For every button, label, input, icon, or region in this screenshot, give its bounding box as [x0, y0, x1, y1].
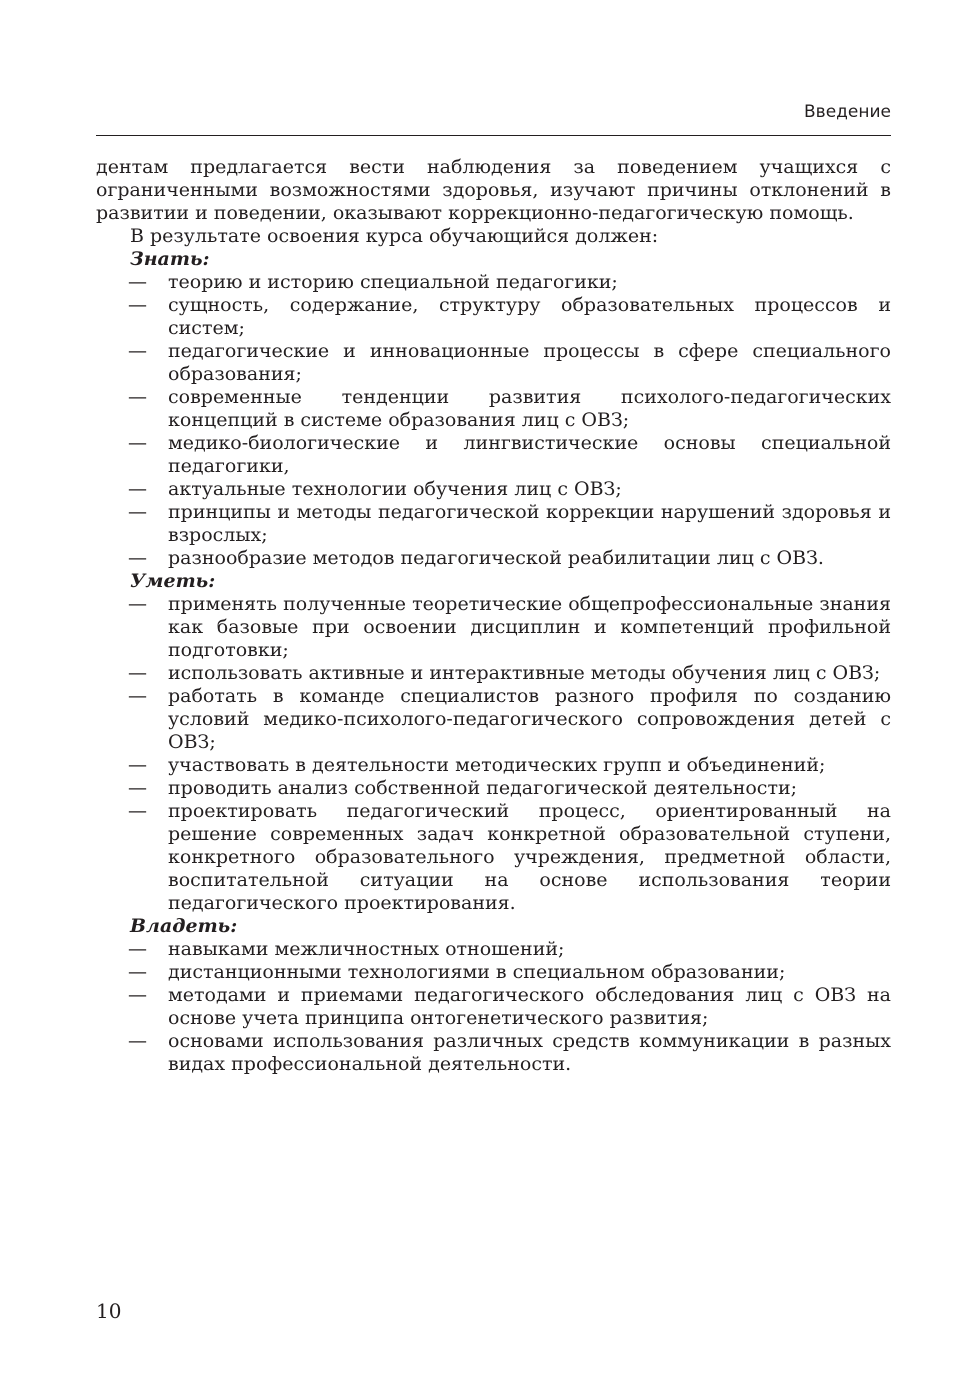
- list-item: [96, 386, 891, 432]
- list-item-text: современные тенденции развития психолого-педагогических концепций в системе образования лиц с ОВЗ;: [168, 386, 891, 431]
- list-item-text: разнообразие методов педагогической реабилитации лиц с ОВЗ.: [168, 547, 824, 569]
- dash-bullet: —: [128, 800, 147, 822]
- continuation-paragraph: дентам предлагается вести наблюдения за поведением учащихся с ограниченными возможностями здоровья, изучают причины отклонений в развитии и поведении, оказывают коррекционно-педагогическую помощь.: [96, 156, 891, 224]
- list-item: [96, 340, 891, 386]
- list-item-text: использовать активные и интерактивные методы обучения лиц с ОВЗ;: [168, 662, 881, 684]
- list-item: [96, 1030, 891, 1076]
- list-item: [96, 984, 891, 1030]
- running-head: Введение: [804, 102, 891, 122]
- dash-bullet: —: [128, 340, 147, 362]
- dash-bullet: —: [128, 432, 147, 454]
- list-item-text: участвовать в деятельности методических групп и объединений;: [168, 754, 826, 776]
- list-item: [96, 938, 891, 961]
- dash-bullet: —: [128, 938, 147, 960]
- dash-bullet: —: [128, 685, 147, 707]
- dash-bullet: —: [128, 777, 147, 799]
- dash-bullet: —: [128, 984, 147, 1006]
- section-heading-master: Владеть:: [130, 915, 238, 937]
- list-item: [96, 478, 891, 501]
- list-item-text: работать в команде специалистов разного профиля по созданию условий медико-психолого-педагогического сопровождения детей с ОВЗ;: [168, 685, 891, 753]
- list-item-text: сущность, содержание, структуру образовательных процессов и систем;: [168, 294, 891, 339]
- lead-paragraph: В результате освоения курса обучающийся должен:: [130, 225, 659, 247]
- list-item: [96, 593, 891, 662]
- section-heading-know: Знать:: [130, 248, 210, 270]
- list-item-text: навыками межличностных отношений;: [168, 938, 565, 960]
- dash-bullet: —: [128, 593, 147, 615]
- dash-bullet: —: [128, 662, 147, 684]
- list-item-text: проектировать педагогический процесс, ориентированный на решение современных задач конкретной образовательной ступени, конкретного образовательного учреждения, предметной области, воспитательной ситуации на основе использования теории педагогического проектирования.: [168, 800, 891, 914]
- dash-bullet: —: [128, 754, 147, 776]
- list-item: [96, 662, 891, 685]
- list-item-text: методами и приемами педагогического обследования лиц с ОВЗ на основе учета принципа онтогенетического развития;: [168, 984, 891, 1029]
- dash-bullet: —: [128, 547, 147, 569]
- list-item-text: проводить анализ собственной педагогической деятельности;: [168, 777, 798, 799]
- dash-bullet: —: [128, 1030, 147, 1052]
- dash-bullet: —: [128, 478, 147, 500]
- header-rule: [96, 135, 891, 136]
- list-master: [96, 938, 891, 1076]
- dash-bullet: —: [128, 501, 147, 523]
- list-item: [96, 501, 891, 547]
- list-item: [96, 800, 891, 915]
- dash-bullet: —: [128, 386, 147, 408]
- list-item: [96, 294, 891, 340]
- list-item: [96, 777, 891, 800]
- dash-bullet: —: [128, 294, 147, 316]
- list-item: [96, 685, 891, 754]
- list-item-text: актуальные технологии обучения лиц с ОВЗ;: [168, 478, 622, 500]
- list-item-text: дистанционными технологиями в специальном образовании;: [168, 961, 786, 983]
- list-item-text: педагогические и инновационные процессы в сфере специального образования;: [168, 340, 891, 385]
- list-item: [96, 271, 891, 294]
- page-number: 10: [96, 1299, 122, 1323]
- list-item-text: теорию и историю специальной педагогики;: [168, 271, 618, 293]
- section-heading-able: Уметь:: [130, 570, 216, 592]
- list-item-text: принципы и методы педагогической коррекции нарушений здоровья и взрослых;: [168, 501, 891, 546]
- list-item-text: применять полученные теоретические общепрофессиональные знания как базовые при освоении дисциплин и компетенций профильной подготовки;: [168, 593, 891, 661]
- body-text: [96, 156, 891, 1076]
- list-item-text: медико-биологические и лингвистические основы специальной педагогики,: [168, 432, 891, 477]
- dash-bullet: —: [128, 961, 147, 983]
- list-item: [96, 961, 891, 984]
- list-know: [96, 271, 891, 570]
- list-item: [96, 547, 891, 570]
- list-item: [96, 754, 891, 777]
- list-item: [96, 432, 891, 478]
- list-item-text: основами использования различных средств коммуникации в разных видах профессиональной деятельности.: [168, 1030, 891, 1075]
- dash-bullet: —: [128, 271, 147, 293]
- list-able: [96, 593, 891, 915]
